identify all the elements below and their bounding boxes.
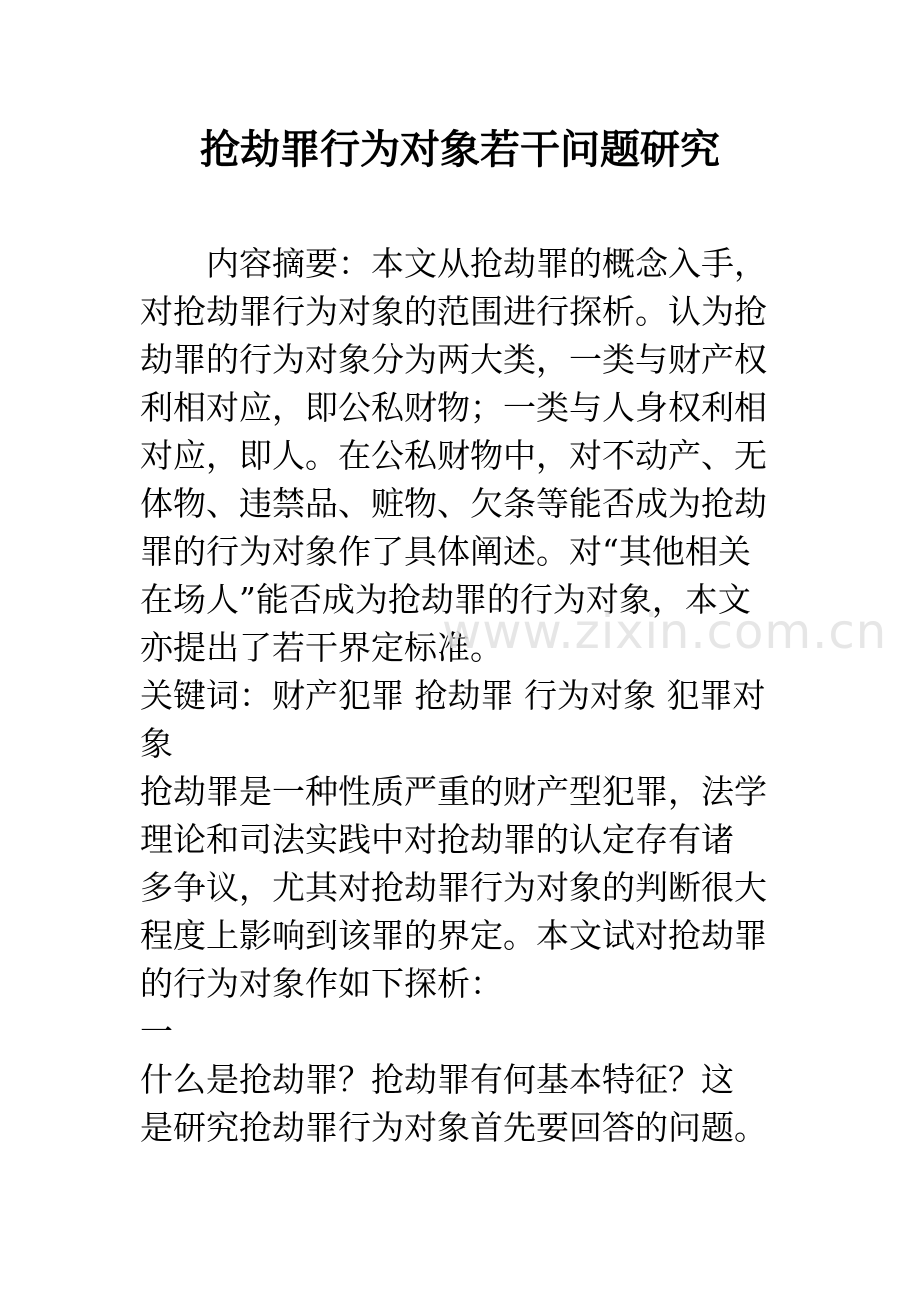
keywords-line-1: 关键词：财产犯罪 抢劫罪 行为对象 犯罪对 [140,676,766,715]
body-line-2: 理论和司法实践中对抢劫罪的认定存有诸 [140,820,734,859]
abstract-line-6: 体物、违禁品、赃物、欠条等能否成为抢劫 [140,484,767,523]
abstract-line-7: 罪的行为对象作了具体阐述。对“其他相关 [140,532,751,571]
abstract-line-2: 对抢劫罪行为对象的范围进行探析。认为抢 [140,292,767,331]
abstract-line-9: 亦提出了若干界定标准。 [140,628,503,667]
body-line-4: 程度上影响到该罪的界定。本文试对抢劫罪 [140,916,767,955]
body-line-7: 是研究抢劫罪行为对象首先要回答的问题。 [140,1108,767,1147]
abstract-line-4: 利相对应，即公私财物；一类与人身权利相 [140,388,767,427]
abstract-line-8: 在场人”能否成为抢劫罪的行为对象，本文 [140,580,751,619]
body-line-1: 抢劫罪是一种性质严重的财产型犯罪，法学 [140,772,767,811]
document-title: 抢劫罪行为对象若干问题研究 [200,126,720,173]
abstract-line-5: 对应，即人。在公私财物中，对不动产、无 [140,436,767,475]
body-line-3: 多争议，尤其对抢劫罪行为对象的判断很大 [140,868,767,907]
body-line-5: 的行为对象作如下探析： [140,964,503,1003]
section-number: 一 [140,1012,173,1051]
watermark-text: www.zixin.com.cn [442,604,888,660]
abstract-line-3: 劫罪的行为对象分为两大类，一类与财产权 [140,340,767,379]
keywords-line-2: 象 [140,724,173,763]
abstract-line-1: 内容摘要：本文从抢劫罪的概念入手， [140,244,767,283]
body-line-6: 什么是抢劫罪？抢劫罪有何基本特征？这 [140,1060,734,1099]
